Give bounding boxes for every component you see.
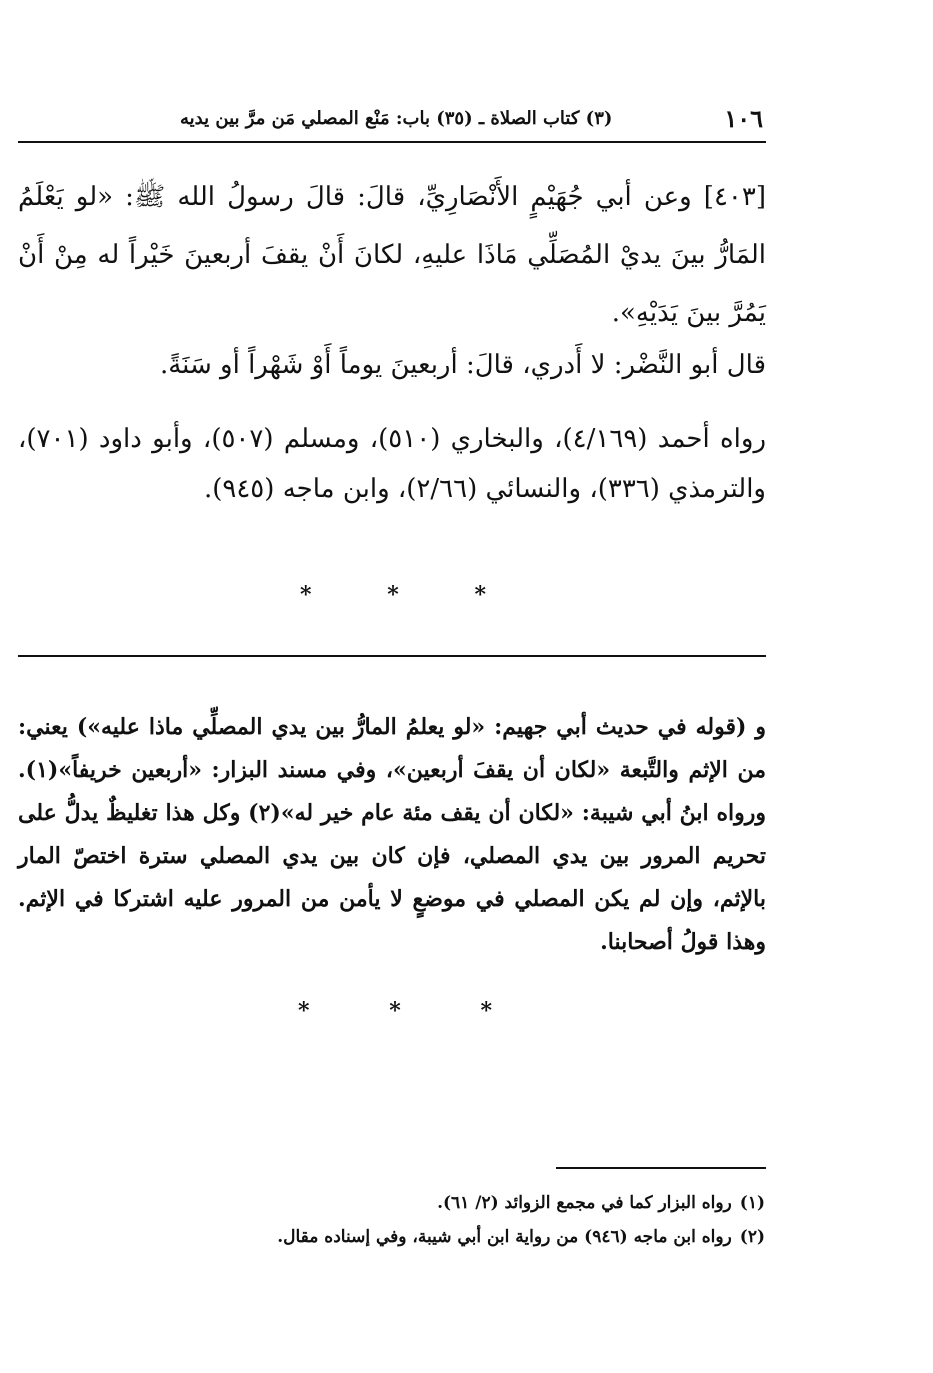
footnote-2 — [180, 1220, 765, 1254]
commentary-rule — [18, 655, 766, 657]
commentary-text: و (قوله في حديث أبي جهيم: «لو يعلمُ المارُّ بين يدي المصلِّي ماذا عليه») يعني: من الإثم والتَّبعة «لكان أن يقفَ أربعين»، وفي مسند البزار: «أربعين خريفاً»(١). ورواه ابنُ أبي شيبة: «لكان أن يقف مئة عام خير له»(٢) وكل هذا تغليظٌ يدلُّ على تحريم المرور بين يدي المصلي، فإن كان بين يدي المصلي سترة اختصّ المار بالإثم، وإن لم يكن المصلي في موضعٍ لا يأمن من المرور عليه اشتركا في الإثم. وهذا قولُ أصحابنا. — [18, 714, 766, 955]
narrator-note: قال أبو النَّضْر: لا أَدري، قالَ: أربعينَ يوماً أَوْ شَهْراً أو سَنَةً. — [159, 350, 766, 380]
separator-star: * — [474, 582, 486, 608]
footnote-1 — [180, 1186, 765, 1220]
page-header — [180, 104, 765, 138]
separator-star: * — [389, 998, 401, 1024]
running-title: (٣) كتاب الصلاة ـ (٣٥) باب: مَنْع المصلي مَن مرَّ بين يديه — [180, 108, 613, 129]
page-number: ١٠٦ — [724, 104, 763, 133]
footnotes — [180, 1186, 765, 1254]
section-separator — [300, 582, 486, 608]
header-rule — [18, 141, 766, 143]
footnote-text: رواه ابن ماجه (٩٤٦) من رواية ابن أبي شيبة، وفي إسناده مقال. — [277, 1227, 732, 1247]
takhrij-text: رواه أحمد (٤/١٦٩)، والبخاري (٥١٠)، ومسلم (٥٠٧)، وأبو داود (٧٠١)، والترمذي (٣٣٦)، والنسائي (٢/٦٦)، وابن ماجه (٩٤٥). — [18, 424, 767, 504]
footnote-text: رواه البزار كما في مجمع الزوائد (٢/ ٦١). — [437, 1193, 732, 1213]
footnote-number: (١) — [739, 1193, 765, 1213]
commentary-separator — [298, 998, 492, 1024]
footnote-number: (٢) — [739, 1227, 765, 1247]
separator-star: * — [480, 998, 492, 1024]
footnotes-rule — [556, 1167, 766, 1169]
separator-star: * — [300, 582, 312, 608]
separator-star: * — [298, 998, 310, 1024]
hadith-text: [٤٠٣] وعن أبي جُهَيْمٍ الأَنْصَارِيِّ، قالَ: قالَ رسولُ الله ﷺ: «لو يَعْلَمُ المَارُّ بينَ يديْ المُصَلِّي مَاذَا عليهِ، لكانَ أَنْ يقفَ أربعينَ خَيْراً له مِنْ أَنْ يَمُرَّ بينَ يَدَيْهِ». — [18, 182, 766, 328]
separator-star: * — [387, 582, 399, 608]
